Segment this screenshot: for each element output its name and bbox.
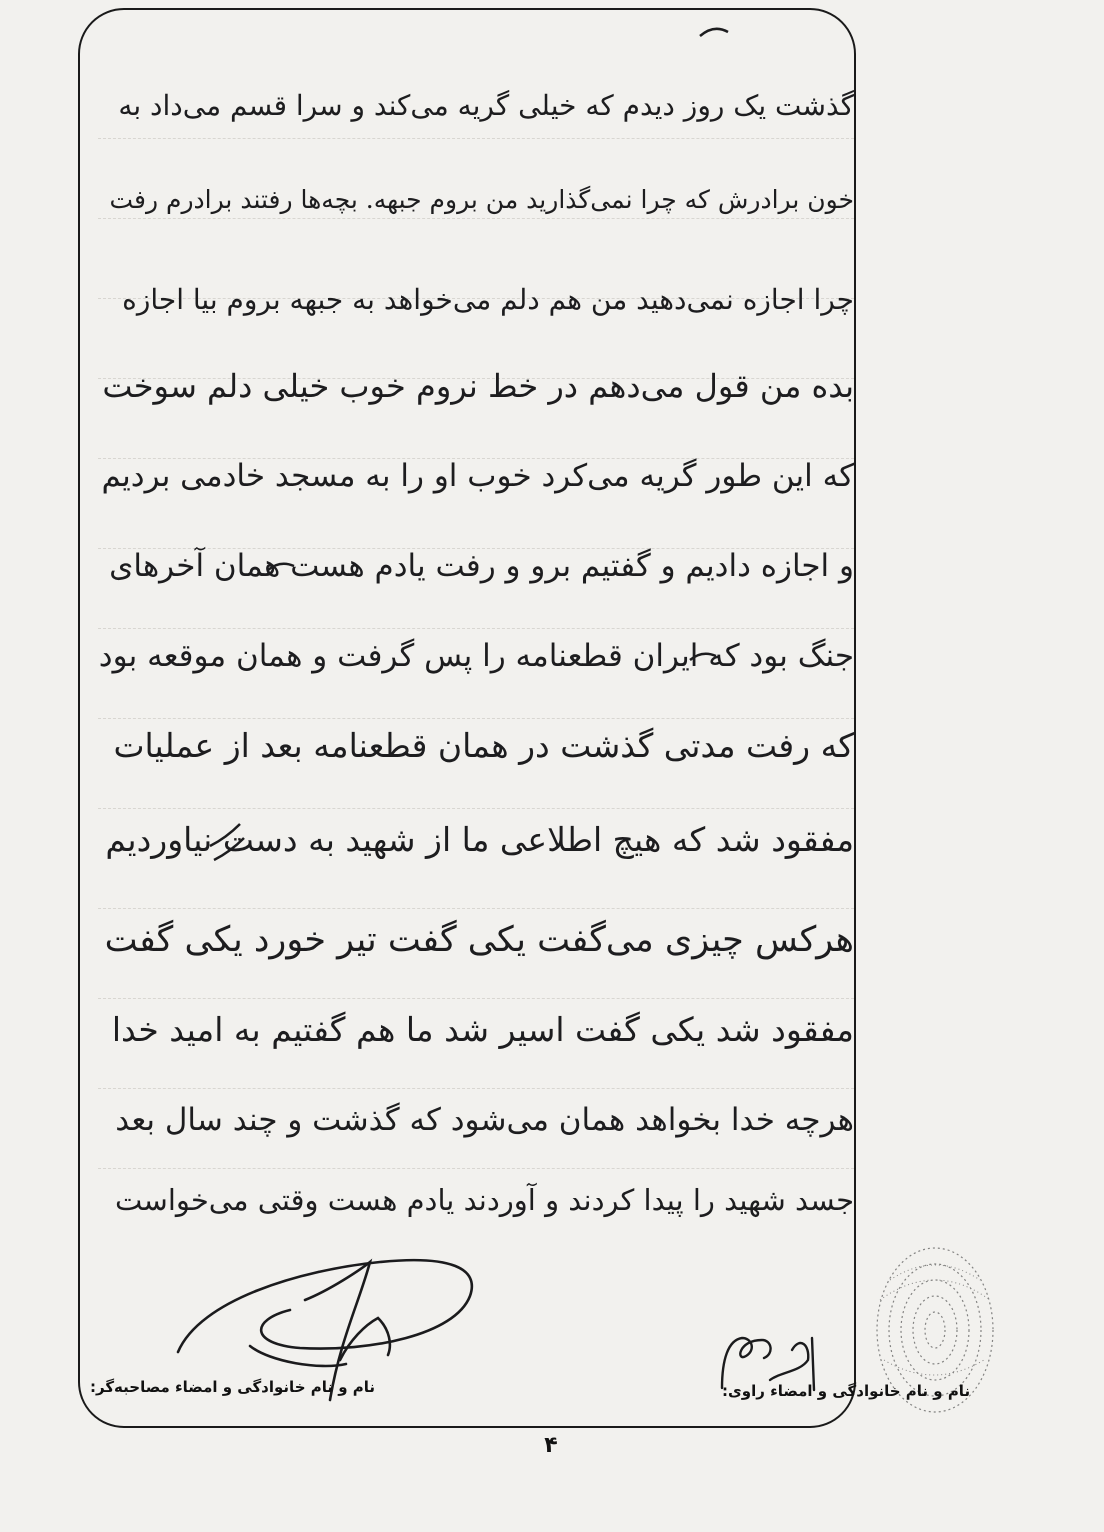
page-number: ۴ bbox=[544, 1433, 558, 1458]
pen-mark bbox=[700, 29, 728, 36]
pen-mark bbox=[690, 654, 716, 660]
interviewer-signature-label: نام و نام خانوادگی و امضاء مصاحبه‌گر: bbox=[90, 1378, 376, 1396]
handwritten-line-1: گذشت یک روز دیدم که خیلی گریه می‌کند و سرا قسم می‌داد به bbox=[118, 89, 854, 122]
handwritten-line-7: جنگ بود که ایران قطعنامه را پس گرفت و همان موقعه بود bbox=[98, 638, 854, 674]
pen-mark bbox=[210, 824, 244, 860]
handwritten-line-10: هرکس چیزی می‌گفت یکی گفت تیر خورد یکی گفت bbox=[104, 920, 854, 960]
pen-mark bbox=[268, 564, 294, 570]
narrator-signature-label: نام و نام خانوادگی و امضاء راوی: bbox=[722, 1382, 971, 1400]
handwritten-line-2: خون برادرش که چرا نمی‌گذارید من بروم جبهه. بچه‌ها رفتند برادرم رفت bbox=[109, 185, 854, 214]
handwritten-line-6: و اجازه دادیم و گفتیم برو و رفت یادم هست همان آخرهای bbox=[109, 548, 854, 584]
handwritten-line-9: مفقود شد که هیچ اطلاعی ما از شهید به دست نیاوردیم bbox=[105, 820, 854, 859]
handwritten-line-8: که رفت مدتی گذشت در همان قطعنامه بعد از عملیات bbox=[113, 726, 854, 765]
handwritten-line-4: بده من قول می‌دهم در خط نروم خوب خیلی دلم سوخت bbox=[102, 367, 854, 405]
handwritten-line-11: مفقود شد یکی گفت اسیر شد ما هم گفتیم به امید خدا bbox=[111, 1010, 854, 1049]
handwritten-line-3: چرا اجازه نمی‌دهید من هم دلم می‌خواهد به جبهه بروم بیا اجازه bbox=[122, 283, 854, 316]
handwritten-line-5: که این طور گریه می‌کرد خوب او را به مسجد خادمی بردیم bbox=[101, 458, 854, 494]
handwritten-line-13: جسد شهید را پیدا کردند و آوردند یادم هست وقتی می‌خواست bbox=[115, 1183, 854, 1217]
handwritten-line-12: هرچه خدا بخواهد همان می‌شود که گذشت و چند سال بعد bbox=[115, 1102, 854, 1138]
